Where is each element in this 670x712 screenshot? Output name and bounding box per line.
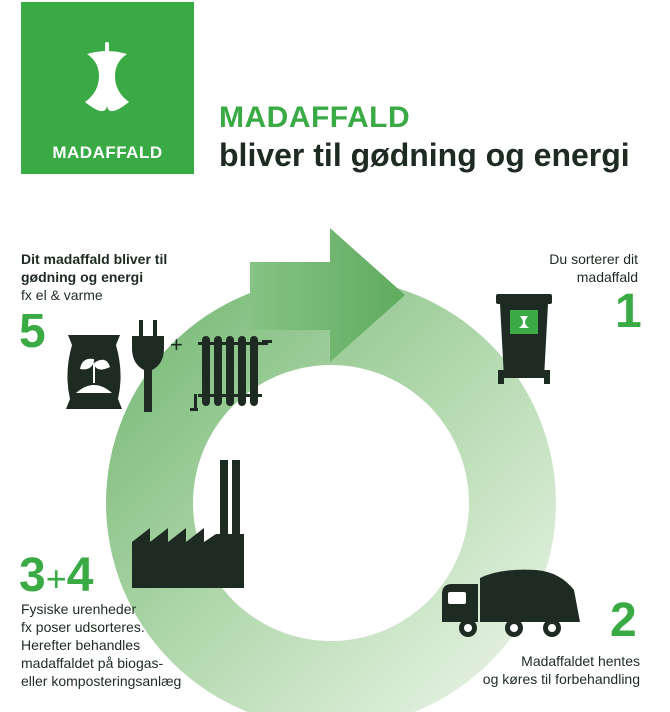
heading-line-2: bliver til gødning og energi [219,137,630,173]
waste-bin-icon [494,292,554,390]
step34-text [21,600,181,690]
heading-line-1: MADAFFALD [219,101,411,134]
step1-number: 1 [615,285,642,338]
fertilizer-bag-icon [62,333,126,411]
step34-line-2: fx poser udsorteres. [21,619,145,635]
step34-line-1: Fysiske urenheder [21,601,137,617]
step34-line-3: Herefter behandles [21,637,141,653]
step34-plus: + [45,558,67,599]
radiator-icon [188,334,274,414]
step1-line-2: madaffald [576,269,638,285]
logo-text: MADAFFALD [52,143,163,162]
step1-line-1: Du sorterer dit [549,251,638,267]
step2-line-2: og køres til forbehandling [482,671,640,687]
step34-line-4: madaffaldet på biogas- [21,655,164,671]
factory-icon [130,458,246,590]
power-plug-icon [130,318,166,414]
step5-title-line-1: Dit madaffald bliver til [21,251,168,267]
step34-number-a: 3 [19,549,46,602]
step34-number [19,549,94,603]
step34-number-b: 4 [66,549,94,602]
step5-title-line-2: gødning og energi [21,269,144,285]
garbage-truck-icon [440,566,586,638]
step2-number: 2 [610,594,637,647]
step34-line-5: eller komposteringsanlæg [21,673,182,689]
step5-subtitle: fx el & varme [21,287,103,303]
step5-number: 5 [19,305,46,358]
step2-line-1: Madaffaldet hentes [521,653,640,669]
apple-core-icon [21,32,194,122]
logo [21,2,194,174]
step5-plus: + [170,332,183,357]
